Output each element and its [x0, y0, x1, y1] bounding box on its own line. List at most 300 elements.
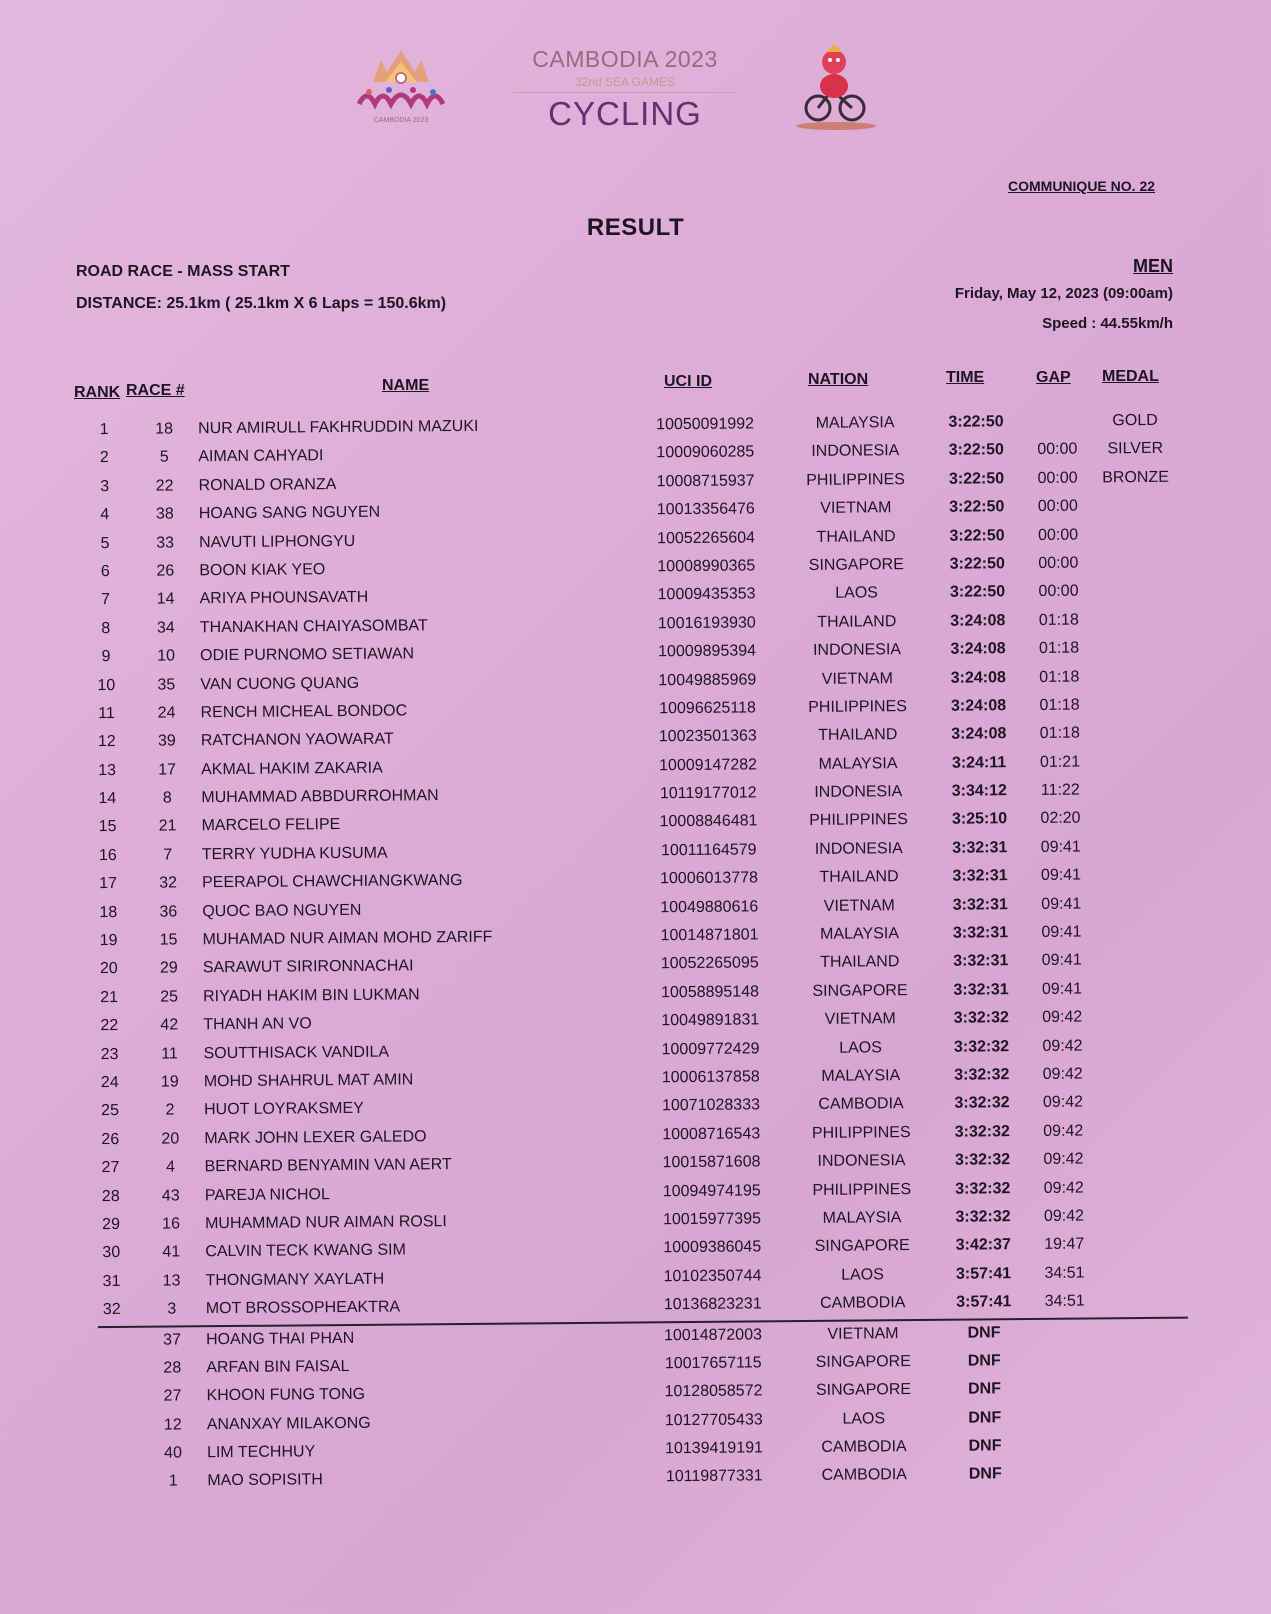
cell-uci: 10009060285: [656, 443, 755, 462]
cell-gap: 09:41: [1040, 838, 1081, 856]
cell-rank: 21: [100, 988, 119, 1006]
cell-gap: 09:41: [1041, 952, 1082, 970]
cell-gap: 00:00: [1037, 526, 1079, 544]
cell-uci: 10049891831: [661, 1011, 760, 1030]
cell-rank: 22: [100, 1017, 119, 1035]
cell-medal: [1098, 1121, 1184, 1122]
cell-uci: 10119177012: [659, 784, 757, 803]
cell-uci: 10009772429: [661, 1039, 760, 1058]
cell-gap: 00:00: [1037, 469, 1078, 487]
cell-race: 43: [161, 1187, 180, 1205]
cell-nation: CAMBODIA: [818, 1095, 904, 1114]
cell-rank: 20: [99, 960, 118, 978]
cell-nation: MALAYSIA: [818, 754, 898, 773]
cell-nation: VIETNAM: [821, 669, 893, 688]
cell-uci: 10058895148: [661, 983, 760, 1002]
cell-race: 7: [163, 846, 173, 864]
cell-name: MUHAMMAD ABBDURROHMAN: [201, 787, 439, 807]
cell-medal: [1100, 1351, 1186, 1352]
cell-uci: 10017657115: [664, 1354, 762, 1373]
cell-medal: SILVER: [1107, 440, 1164, 458]
race-distance: DISTANCE: 25.1km ( 25.1km X 6 Laps = 150.6km): [76, 295, 447, 312]
results-table: [0, 407, 1271, 1499]
cell-time: 3:32:31: [953, 952, 1009, 971]
cell-nation: CAMBODIA: [820, 1294, 906, 1312]
cell-gap: 09:42: [1043, 1150, 1084, 1169]
cell-rank: 23: [100, 1045, 119, 1063]
cell-uci: 10011164579: [660, 841, 757, 860]
cell-rank: 31: [102, 1272, 121, 1290]
cell-name: MARCELO FELIPE: [201, 816, 341, 835]
cell-time: 3:32:31: [952, 839, 1008, 857]
cell-name: HUOT LOYRAKSMEY: [203, 1100, 364, 1119]
cell-time: 3:32:32: [954, 1066, 1010, 1084]
cell-medal: [1096, 838, 1182, 839]
cell-medal: [1096, 866, 1182, 867]
cell-race: 4: [166, 1158, 176, 1176]
cell-medal: [1095, 809, 1181, 810]
cell-race: 34: [156, 619, 175, 637]
cell-name: RONALD ORANZA: [198, 475, 337, 495]
cell-medal: [1099, 1235, 1185, 1236]
cell-rank: 11: [98, 704, 115, 723]
cell-rank: 2: [99, 449, 109, 467]
cell-name: VAN CUONG QUANG: [200, 674, 360, 693]
cell-nation: INDONESIA: [814, 783, 903, 801]
cell-rank: 5: [100, 534, 110, 552]
sport-title: CYCLING: [548, 95, 702, 132]
cell-medal: [1093, 582, 1179, 583]
cell-gap: 01:18: [1039, 724, 1080, 743]
cell-time: 3:32:32: [955, 1208, 1011, 1226]
cell-rank: 9: [101, 648, 111, 666]
cell-race: 40: [164, 1444, 183, 1462]
cell-nation: SINGAPORE: [815, 1352, 911, 1371]
column-header-nation: NATION: [808, 371, 869, 388]
cell-name: ARIYA PHOUNSAVATH: [199, 589, 369, 608]
cell-gap: [1031, 1465, 1101, 1466]
cell-nation: SINGAPORE: [812, 981, 908, 1000]
cell-gap: 09:42: [1043, 1207, 1085, 1225]
cell-time: 3:32:31: [953, 981, 1009, 999]
cell-medal: [1097, 980, 1183, 981]
cell-time: 3:24:08: [950, 640, 1006, 658]
cell-uci: 10008715937: [656, 472, 755, 491]
cell-uci: 10015871608: [662, 1153, 761, 1172]
cell-medal: [1094, 610, 1180, 611]
cell-medal: [1098, 1150, 1184, 1151]
cell-time: DNF: [968, 1408, 1002, 1427]
cell-name: SARAWUT SIRIRONNACHAI: [202, 957, 414, 977]
cell-name: MOHD SHAHRUL MAT AMIN: [203, 1071, 414, 1091]
mascot-cyclist-icon: [788, 42, 884, 138]
cell-uci: 10023501363: [658, 727, 757, 746]
cell-gap: 11:22: [1040, 781, 1080, 800]
cell-uci: 10016193930: [657, 614, 756, 633]
cell-time: DNF: [967, 1380, 1002, 1398]
cell-gap: 00:00: [1038, 554, 1079, 572]
cell-nation: THAILAND: [818, 726, 898, 745]
cell-name: ODIE PURNOMO SETIAWAN: [200, 645, 415, 665]
cell-rank: 18: [99, 903, 118, 921]
cell-race: 41: [162, 1243, 181, 1261]
cell-medal: [1097, 951, 1183, 952]
cell-medal: [1094, 667, 1180, 668]
cell-nation: VIETNAM: [820, 499, 892, 518]
result-title: RESULT: [586, 214, 685, 241]
cell-medal: [1095, 752, 1181, 753]
cell-gap: 00:00: [1037, 440, 1078, 459]
cell-medal: GOLD: [1112, 411, 1158, 430]
cell-name: ARFAN BIN FAISAL: [206, 1357, 350, 1377]
cell-uci: 10050091992: [656, 415, 755, 434]
cell-gap: [1031, 1408, 1101, 1409]
cell-rank: 26: [101, 1130, 120, 1148]
column-header-gap: GAP: [1036, 369, 1071, 386]
cell-race: 2: [165, 1101, 175, 1119]
cell-gap: [1030, 1380, 1100, 1381]
cell-rank: 32: [102, 1301, 121, 1319]
cell-rank: 25: [101, 1102, 120, 1120]
cell-rank: 12: [97, 733, 116, 751]
cell-race: 36: [159, 903, 178, 921]
average-speed: Speed : 44.55km/h: [1042, 315, 1173, 332]
cell-nation: PHILIPPINES: [812, 1180, 912, 1199]
cell-medal: [1101, 1436, 1187, 1437]
cell-time: DNF: [967, 1323, 1001, 1342]
cell-gap: [1031, 1436, 1101, 1437]
cell-gap: [1022, 412, 1092, 413]
cell-medal: [1094, 696, 1180, 697]
cell-gap: [1030, 1351, 1100, 1352]
cell-uci: 10119877331: [665, 1467, 763, 1486]
cell-rank: 14: [98, 790, 117, 808]
cell-nation: VIETNAM: [824, 1010, 896, 1029]
cell-time: 3:22:50: [949, 583, 1006, 602]
cell-rank: 24: [100, 1073, 119, 1092]
cell-race: 29: [159, 959, 178, 978]
cell-medal: [1093, 554, 1179, 555]
cell-race: 13: [162, 1272, 181, 1290]
cell-nation: LAOS: [842, 1409, 886, 1428]
cell-time: 3:22:50: [949, 526, 1005, 545]
cell-uci: 10049880616: [660, 898, 759, 916]
cell-time: DNF: [967, 1352, 1001, 1370]
cell-uci: 10006013778: [660, 869, 759, 888]
cell-time: 3:34:12: [951, 782, 1007, 800]
logo-caption: CAMBODIA 2023: [373, 117, 429, 124]
cell-race: 42: [160, 1016, 179, 1034]
cell-time: 3:32:32: [954, 1151, 1011, 1169]
cell-rank: 30: [102, 1244, 121, 1262]
cell-name: MOT BROSSOPHEAKTRA: [205, 1298, 401, 1318]
cell-name: MAO SOPISITH: [207, 1471, 323, 1490]
cell-medal: [1095, 724, 1181, 725]
cell-race: 21: [158, 817, 177, 836]
cell-rank: 17: [99, 875, 118, 893]
cell-race: 18: [155, 420, 174, 438]
cell-name: PEERAPOL CHAWCHIANGKWANG: [201, 872, 463, 892]
cell-race: 3: [167, 1300, 177, 1318]
cell-medal: [1097, 1008, 1183, 1009]
cell-rank: 6: [100, 563, 110, 581]
cell-time: 3:32:31: [952, 867, 1008, 885]
column-header-time: TIME: [946, 369, 985, 386]
cell-race: 8: [162, 789, 172, 807]
cell-time: DNF: [968, 1437, 1002, 1455]
cell-nation: CAMBODIA: [821, 1466, 908, 1485]
cell-name: THONGMANY XAYLATH: [205, 1270, 385, 1289]
title-rule: [513, 92, 737, 93]
cell-race: 37: [163, 1330, 182, 1349]
cell-uci: 10015977395: [662, 1210, 762, 1229]
cell-time: 3:32:31: [952, 895, 1008, 914]
cell-name: MUHAMAD NUR AIMAN MOHD ZARIFF: [202, 928, 493, 949]
cell-time: 3:32:31: [952, 924, 1009, 942]
cell-time: 3:25:10: [951, 810, 1008, 829]
cell-name: HOANG THAI PHAN: [205, 1329, 355, 1348]
cell-name: SOUTTHISACK VANDILA: [203, 1043, 390, 1062]
cell-nation: THAILAND: [819, 868, 899, 887]
cell-race: 11: [161, 1045, 178, 1063]
cell-nation: SINGAPORE: [814, 1237, 910, 1256]
cell-gap: 01:18: [1038, 611, 1079, 629]
cell-time: 3:32:32: [955, 1179, 1011, 1198]
cell-time: 3:24:08: [950, 697, 1007, 715]
cell-name: BOON KIAK YEO: [199, 561, 326, 580]
race-type: ROAD RACE - MASS START: [76, 263, 290, 280]
sea-games-logo: [355, 42, 447, 134]
event-title: CAMBODIA 2023: [532, 46, 718, 72]
cell-uci: 10014871801: [660, 926, 759, 945]
cell-race: 22: [155, 477, 174, 495]
cell-uci: 10052265604: [657, 528, 756, 547]
cell-medal: [1096, 923, 1182, 924]
cell-gap: 09:42: [1042, 1008, 1083, 1027]
cell-nation: CAMBODIA: [821, 1438, 907, 1456]
cell-uci: 10008716543: [662, 1125, 761, 1144]
cell-gap: [1030, 1323, 1100, 1324]
cell-gap: 01:18: [1038, 639, 1080, 658]
cell-uci: 10014872003: [664, 1325, 763, 1344]
cell-medal: [1099, 1207, 1185, 1208]
cell-uci: 10009895394: [658, 642, 757, 661]
cell-rank: 27: [101, 1159, 120, 1177]
cell-gap: 01:18: [1039, 668, 1080, 686]
cell-nation: INDONESIA: [814, 839, 903, 858]
cell-uci: 10013356476: [656, 500, 755, 519]
cell-gap: 09:41: [1041, 895, 1082, 913]
cell-name: LIM TECHHUY: [206, 1443, 316, 1462]
cell-medal: BRONZE: [1102, 468, 1169, 487]
cell-race: 5: [159, 448, 169, 466]
column-header-medal: MEDAL: [1102, 368, 1159, 385]
cell-nation: MALAYSIA: [815, 414, 895, 432]
cell-gap: 09:42: [1042, 1037, 1083, 1055]
cell-uci: 10128058572: [664, 1382, 763, 1401]
cell-rank: 16: [98, 846, 117, 865]
cell-rank: 28: [101, 1187, 120, 1205]
cell-race: 15: [159, 931, 178, 949]
cell-gap: 09:42: [1042, 1065, 1083, 1083]
cell-race: 12: [163, 1416, 182, 1434]
cell-uci: 10094974195: [662, 1181, 761, 1200]
cell-medal: [1101, 1464, 1187, 1465]
cell-medal: [1098, 1093, 1184, 1094]
cell-nation: PHILIPPINES: [811, 1123, 911, 1142]
cell-race: 33: [156, 534, 175, 552]
cell-uci: 10071028333: [662, 1096, 761, 1115]
cell-name: MARK JOHN LEXER GALEDO: [204, 1128, 427, 1148]
cell-gap: 00:00: [1037, 497, 1078, 516]
cell-name: PAREJA NICHOL: [204, 1185, 330, 1204]
cell-name: RIYADH HAKIM BIN LUKMAN: [202, 986, 420, 1006]
cell-uci: 10049885969: [658, 670, 757, 689]
cell-rank: 7: [101, 591, 111, 609]
cell-medal: [1095, 781, 1181, 782]
cell-medal: [1100, 1292, 1186, 1293]
cell-nation: INDONESIA: [817, 1152, 906, 1171]
cell-uci: 10139419191: [664, 1439, 764, 1458]
cell-name: TERRY YUDHA KUSUMA: [201, 844, 388, 864]
cell-medal: [1096, 894, 1182, 895]
cell-race: 1: [168, 1472, 178, 1491]
cell-time: 3:22:50: [948, 441, 1004, 460]
cell-rank: 1: [99, 421, 109, 439]
cell-uci: 10102350744: [663, 1267, 762, 1285]
cell-medal: [1093, 525, 1179, 526]
cell-race: 19: [160, 1073, 179, 1091]
cell-gap: 09:42: [1043, 1179, 1084, 1197]
cell-name: QUOC BAO NGUYEN: [202, 901, 362, 920]
cell-time: 3:24:08: [950, 611, 1006, 630]
cell-gap: 09:42: [1043, 1122, 1084, 1140]
cell-medal: [1099, 1263, 1185, 1264]
cell-race: 26: [156, 562, 175, 580]
cell-name: AIMAN CAHYADI: [198, 447, 324, 466]
cell-medal: [1100, 1379, 1186, 1380]
cell-nation: PHILIPPINES: [808, 698, 907, 716]
cell-race: 20: [161, 1130, 180, 1148]
cell-gap: 09:41: [1041, 980, 1083, 998]
cell-nation: VIETNAM: [823, 896, 895, 915]
cell-gap: 09:41: [1041, 923, 1082, 941]
column-header-rank: RANK: [74, 384, 121, 401]
cell-uci: 10096625118: [659, 699, 756, 718]
cell-rank: 3: [100, 477, 110, 495]
event-title-block: [505, 46, 745, 133]
cell-name: THANAKHAN CHAIYASOMBAT: [199, 617, 428, 636]
cell-medal: [1101, 1407, 1187, 1408]
cell-nation: MALAYSIA: [821, 1067, 901, 1085]
cell-nation: INDONESIA: [812, 641, 902, 660]
cell-race: 38: [155, 505, 174, 523]
cell-medal: [1094, 639, 1180, 640]
cell-gap: 09:42: [1042, 1093, 1084, 1112]
cell-uci: 10008846481: [659, 812, 758, 831]
cell-nation: PHILIPPINES: [809, 811, 908, 830]
cell-medal: [1097, 1036, 1183, 1037]
cell-nation: VIETNAM: [827, 1324, 899, 1343]
cell-gap: 01:18: [1039, 696, 1080, 714]
cell-gap: 02:20: [1040, 810, 1081, 828]
cell-name: RENCH MICHEAL BONDOC: [200, 702, 408, 722]
cell-race: 14: [156, 590, 175, 608]
cell-name: MUHAMMAD NUR AIMAN ROSLI: [204, 1213, 447, 1233]
cell-name: CALVIN TECK KWANG SIM: [205, 1241, 406, 1261]
cell-nation: PHILIPPINES: [806, 470, 905, 489]
cell-time: 3:24:08: [950, 668, 1006, 687]
cell-rank: 10: [97, 676, 116, 694]
cell-nation: SINGAPORE: [808, 556, 904, 574]
cell-time: DNF: [968, 1465, 1002, 1484]
cell-uci: 10009386045: [663, 1238, 762, 1257]
cell-medal: [1099, 1178, 1185, 1179]
cell-name: NAVUTI LIPHONGYU: [199, 532, 356, 551]
cell-name: BERNARD BENYAMIN VAN AERT: [204, 1156, 452, 1176]
cell-name: ANANXAY MILAKONG: [206, 1414, 371, 1433]
cell-gap: 19:47: [1044, 1235, 1085, 1254]
cell-race: 27: [163, 1387, 182, 1405]
cell-race: 35: [157, 675, 176, 694]
cell-nation: MALAYSIA: [822, 1209, 902, 1227]
cell-time: 3:32:32: [953, 1037, 1010, 1056]
cell-time: 3:22:50: [949, 498, 1005, 516]
cell-nation: THAILAND: [816, 527, 896, 546]
race-date: Friday, May 12, 2023 (09:00am): [954, 285, 1173, 302]
cell-time: 3:32:32: [953, 1009, 1009, 1027]
cell-nation: LAOS: [835, 584, 878, 603]
cell-gap: 01:21: [1039, 753, 1081, 771]
cell-time: 3:22:50: [948, 413, 1004, 431]
cell-rank: 4: [100, 506, 110, 524]
cell-nation: LAOS: [841, 1266, 884, 1284]
cell-race: 17: [158, 761, 177, 779]
cell-race: 39: [157, 732, 176, 750]
column-header-name: NAME: [382, 377, 430, 394]
cell-nation: SINGAPORE: [815, 1381, 912, 1400]
cell-uci: 10008990365: [657, 557, 756, 576]
cell-rank: 15: [98, 818, 117, 836]
cell-uci: 10136823231: [663, 1295, 762, 1314]
cell-name: HOANG SANG NGUYEN: [198, 503, 381, 523]
cell-nation: THAILAND: [820, 953, 900, 972]
cell-race: 10: [157, 647, 176, 665]
column-header-uci-id: UCI ID: [664, 373, 712, 390]
cell-nation: THAILAND: [817, 612, 897, 631]
cell-uci: 10127705433: [664, 1411, 763, 1429]
cell-time: 3:22:50: [949, 555, 1005, 573]
cell-medal: [1093, 497, 1179, 498]
cell-gap: 34:51: [1044, 1292, 1085, 1311]
cell-name: AKMAL HAKIM ZAKARIA: [201, 759, 383, 778]
communique-number: COMMUNIQUE NO. 22: [1008, 178, 1156, 194]
cell-uci: 10009435353: [657, 585, 756, 604]
cell-name: NUR AMIRULL FAKHRUDDIN MAZUKI: [198, 417, 479, 438]
cell-nation: LAOS: [839, 1038, 882, 1057]
cell-time: 3:57:41: [955, 1264, 1012, 1283]
cell-time: 3:32:32: [954, 1122, 1010, 1141]
cell-name: RATCHANON YAOWARAT: [200, 730, 394, 750]
event-subtitle: 32nd SEA GAMES: [574, 75, 676, 89]
cell-nation: MALAYSIA: [820, 925, 900, 943]
cell-medal: [1100, 1322, 1186, 1323]
cell-uci: 10006137858: [661, 1068, 760, 1087]
cell-race: 32: [159, 874, 178, 892]
cell-time: 3:22:50: [948, 470, 1005, 488]
cell-time: 3:24:11: [951, 753, 1007, 772]
cell-race: 16: [162, 1215, 181, 1233]
